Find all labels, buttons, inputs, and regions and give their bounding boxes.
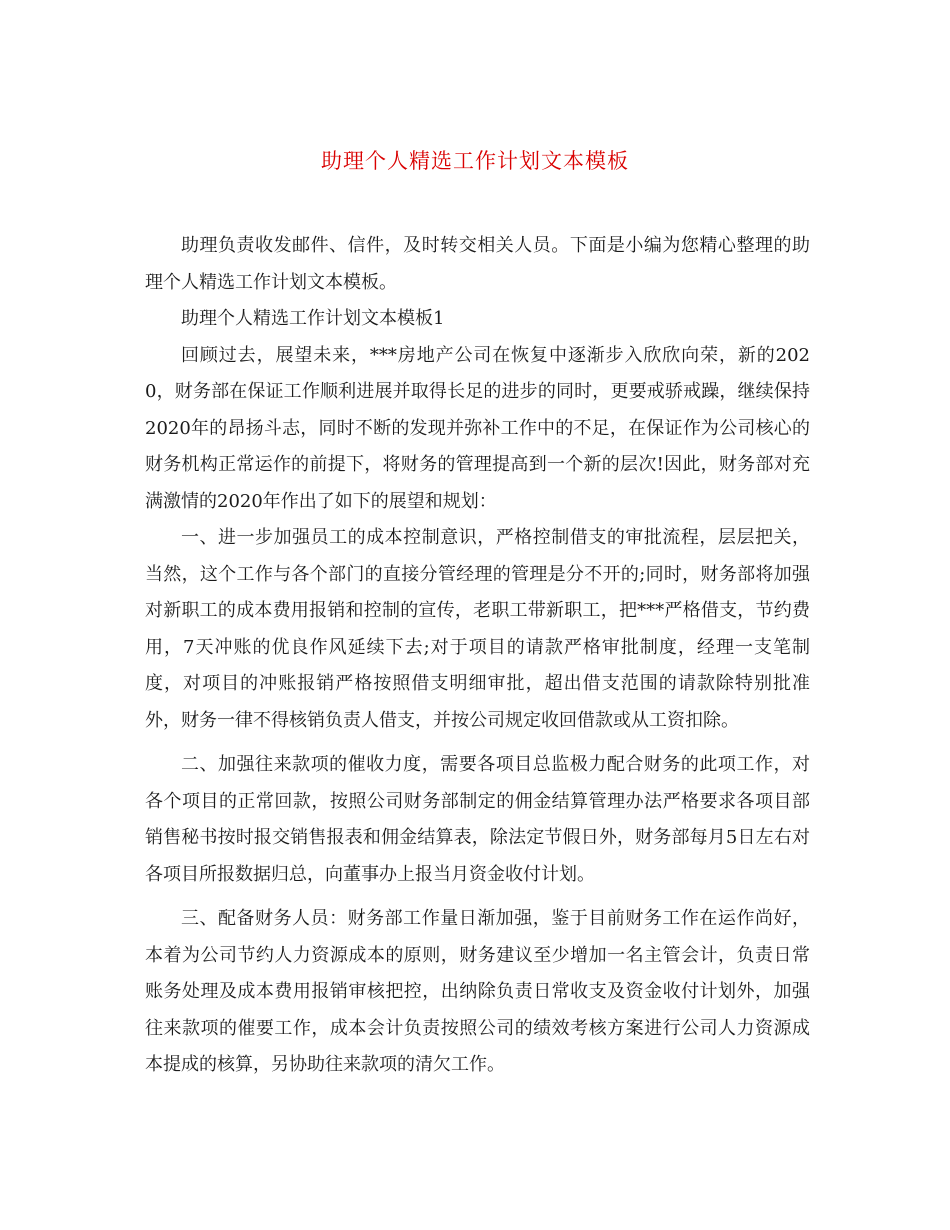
document-title: 助理个人精选工作计划文本模板 [321, 149, 629, 173]
section-heading: 助理个人精选工作计划文本模板1 [181, 308, 445, 329]
intro-paragraph: 助理负责收发邮件、信件，及时转交相关人员。下面是小编为您精心整理的助理个人精选工作计划文本模板。 [145, 235, 810, 293]
paragraph-review: 回顾过去，展望未来，***房地产公司在恢复中逐渐步入欣欣向荣，新的2020，财务部在保证工作顺利进展并取得长足的进步的同时，更要戒骄戒躁，继续保持2020年的昂扬斗志，同时不断的发现并弥补工作中的不足，在保证作为公司核心的财务机构正常运作的前提下，将财务的管理提高到一个新的层次!因此，财务部对充满激情的2020年作出了如下的展望和规划： [145, 344, 810, 512]
paragraph-item-3: 三、配备财务人员：财务部工作量日渐加强，鉴于目前财务工作在运作尚好，本着为公司节约人力资源成本的原则，财务建议至少增加一名主管会计，负责日常账务处理及成本费用报销审核把控，出纳除负责日常收支及资金收付计划外，加强往来款项的催要工作，成本会计负责按照公司的绩效考核方案进行公司人力资源成本提成的核算，另协助往来款项的清欠工作。 [145, 908, 810, 1075]
paragraph-item-1: 一、进一步加强员工的成本控制意识，严格控制借支的审批流程，层层把关，当然，这个工作与各个部门的直接分管经理的管理是分不开的;同时，财务部将加强对新职工的成本费用报销和控制的宣传，老职工带新职工，把***严格借支，节约费用，7天冲账的优良作风延续下去;对于项目的请款严格审批制度，经理一支笔制度，对项目的冲账报销严格按照借支明细审批，超出借支范围的请款除特别批准外，财务一律不得核销负责人借支，并按公司规定收回借款或从工资扣除。 [145, 527, 810, 731]
document-body [145, 228, 810, 1084]
paragraph-item-2: 二、加强往来款项的催收力度，需要各项目总监极力配合财务的此项工作，对各个项目的正常回款，按照公司财务部制定的佣金结算管理办法严格要求各项目部销售秘书按时报交销售报表和佣金结算表，除法定节假日外，财务部每月5日左右对各项目所报数据归总，向董事办上报当月资金收付计划。 [145, 754, 810, 885]
